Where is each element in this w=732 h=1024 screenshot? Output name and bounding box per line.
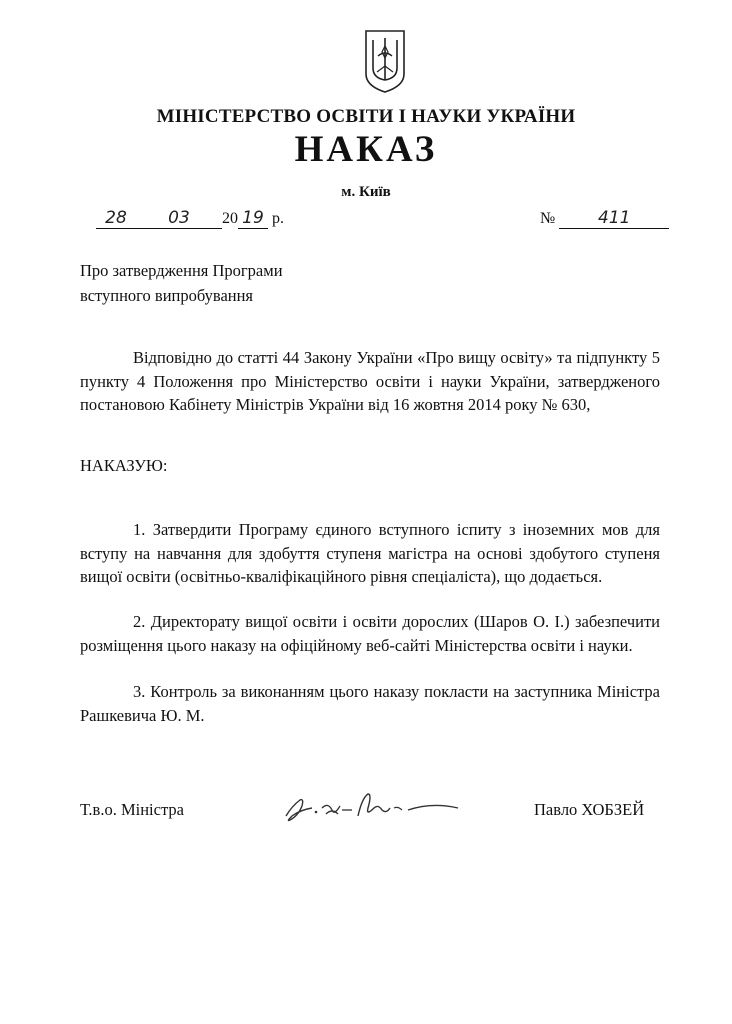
subject-line-2: вступного випробування	[80, 286, 254, 305]
order-item-3: 3. Контроль за виконанням цього наказу покласти на заступника Міністра Рашкевича Ю. М.	[80, 682, 660, 725]
document-type-title: НАКАЗ	[294, 129, 438, 170]
order-item-2: 2. Директорату вищої освіти і освіти дорослих (Шаров О. І.) забезпечити розміщення цього наказу на офіційному веб-сайті Міністерства освіти і науки.	[80, 612, 660, 655]
order-word: НАКАЗУЮ:	[80, 456, 168, 475]
date-year-suffix: 19	[238, 208, 268, 229]
ministry-title: МІНІСТЕРСТВО ОСВІТИ І НАУКИ УКРАЇНИ	[156, 106, 576, 127]
date-line	[96, 208, 284, 234]
subject-line-1: Про затвердження Програми	[80, 261, 283, 280]
trident-icon	[362, 28, 408, 94]
intro-paragraph: Відповідно до статті 44 Закону України «Про вищу освіту» та підпункту 5 пункту 4 Положення про Міністерство освіти і науки України, затвердженого постановою Кабінету Міністрів України від 16 жовтня 2014 року № 630,	[80, 348, 660, 414]
date-day: 28	[96, 208, 136, 229]
order-item-1: 1. Затвердити Програму єдиного вступного іспиту з іноземних мов для вступу на навчання для здобуття ступеня магістра на основі здобутого ступеня вищої освіти (освітньо-кваліфікаційного рівня спеціаліста), що додається.	[80, 520, 660, 586]
date-year-unit: р.	[272, 210, 284, 227]
signature-image	[282, 786, 462, 826]
date-year-prefix: 20	[222, 210, 238, 227]
signatory-title: Т.в.о. Міністра	[80, 800, 184, 819]
city-label: м. Київ	[341, 184, 391, 200]
signatory-name: Павло ХОБЗЕЙ	[534, 800, 645, 819]
order-number-label: №	[540, 210, 556, 227]
order-number-line	[540, 208, 669, 234]
date-month: 03	[136, 208, 222, 229]
order-subject	[80, 258, 440, 308]
order-number-value: 411	[559, 208, 669, 229]
